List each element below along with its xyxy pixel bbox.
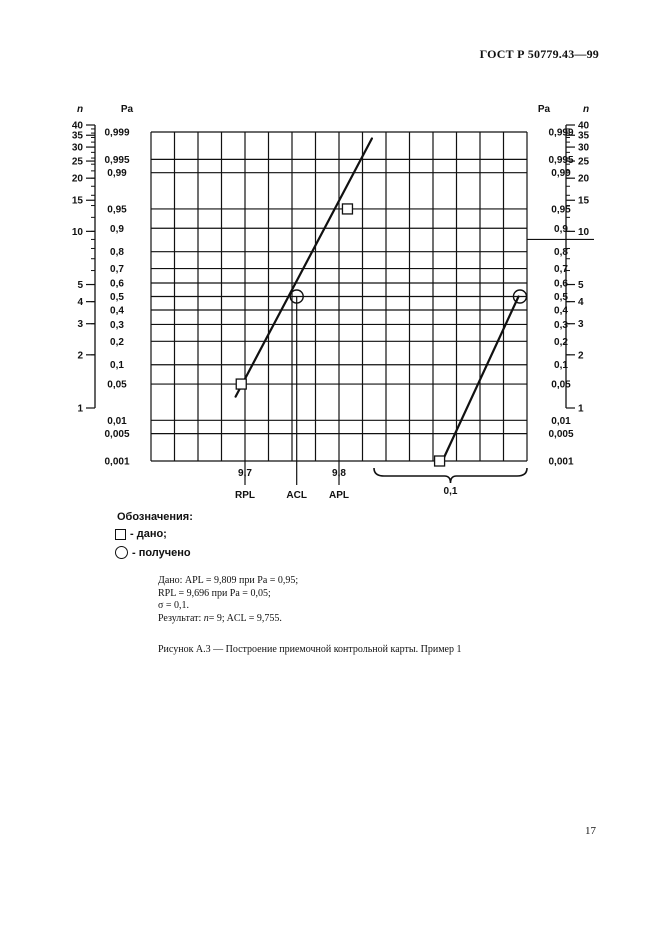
pa-tick-label-left: 0,005 [104,429,130,441]
pa-tick-label-left: 0,05 [107,379,127,391]
pa-tick-label-left: 0,001 [104,456,130,468]
x-tick-sublabel: RPL [235,490,255,501]
n-tick-label-left: 40 [71,120,83,132]
result-n: n [203,612,209,624]
series-line-1 [236,139,372,397]
n-tick-label-left: 10 [71,226,83,238]
n-axis-label-right: n [582,104,590,115]
circle-icon [115,546,128,559]
x-tick-label: 9,7 [238,468,252,479]
pa-tick-label-right: 0,2 [554,336,568,348]
pa-tick-label-right: 0,4 [554,305,568,317]
pa-tick-label-right: 0,7 [554,264,568,276]
pa-axis-label-left: Pa [120,104,134,115]
n-tick-label-left: 1 [77,403,83,415]
pa-tick-label-left: 0,01 [107,415,127,427]
pa-tick-label-left: 0,1 [110,360,124,372]
pa-tick-label-right: 0,6 [554,278,568,290]
n-tick-label-left: 30 [71,142,83,154]
pa-tick-label-left: 0,995 [104,154,130,166]
n-tick-label-left: 25 [71,156,83,168]
notes-line-2: RPL = 9,696 при Pa = 0,05; [158,587,271,599]
pa-tick-label-left: 0,95 [107,204,127,216]
given-point-marker [342,204,352,214]
n-axis-label-left: n [76,104,84,115]
chart-labels [72,104,590,501]
legend-obtained-label: - получено [132,546,191,559]
pa-tick-label-right: 0,3 [554,319,568,331]
n-tick-label-left: 4 [77,297,83,309]
figure-caption: Рисунок А.3 — Построение приемочной контрольной карты. Пример 1 [158,644,462,655]
legend-title: Обозначения: [117,511,193,523]
legend-obtained-row [115,546,191,559]
n-tick-label-right: 1 [578,403,584,415]
n-tick-label-left: 35 [71,130,83,142]
pa-tick-label-right: 0,9 [554,223,568,235]
document-header: ГОСТ Р 50779.43—99 [479,47,599,61]
legend-given-row [115,528,167,540]
n-tick-label-left: 20 [71,173,83,185]
pa-tick-label-right: 0,8 [554,247,568,259]
n-tick-label-right: 40 [578,120,590,132]
n-tick-label-right: 15 [578,195,590,207]
given-point-marker [236,379,246,389]
pa-tick-label-left: 0,9 [110,223,124,235]
n-tick-label-right: 5 [578,280,584,292]
pa-tick-label-left: 0,8 [110,247,124,259]
pa-tick-label-right: 0,001 [548,456,574,468]
n-tick-label-right: 25 [578,156,590,168]
pa-tick-label-right: 0,005 [548,429,574,441]
n-tick-label-left: 15 [71,195,83,207]
notes-line-1: Дано: APL = 9,809 при Pa = 0,95; [158,575,299,586]
pa-tick-label-right: 0,05 [551,379,571,391]
square-icon [115,529,126,540]
n-tick-label-right: 2 [578,350,584,362]
notes-line-3: σ = 0,1. [158,600,190,611]
notes-line-4 [158,613,298,626]
pa-tick-label-right: 0,5 [554,292,568,303]
pa-tick-label-left: 0,7 [110,264,124,276]
pa-tick-label-left: 0,4 [110,305,124,317]
pa-tick-label-right: 0,995 [548,154,574,166]
pa-tick-label-right: 0,99 [551,168,571,180]
x-tick-sublabel: APL [329,490,349,501]
n-tick-label-left: 3 [77,319,83,331]
pa-tick-label-left: 0,999 [104,127,130,139]
n-tick-label-left: 2 [77,350,83,362]
pa-tick-label-left: 0,99 [107,168,127,180]
n-tick-label-right: 30 [578,142,590,154]
pa-tick-label-left: 0,3 [110,319,124,331]
n-tick-label-left: 5 [77,280,83,292]
pa-tick-label-right: 0,01 [551,415,571,427]
legend-given-label: - дано; [130,528,167,540]
n-tick-label-right: 3 [578,319,584,331]
n-tick-label-right: 4 [578,297,584,309]
sigma-brace-label: 0,1 [443,486,458,497]
given-point-marker [435,456,445,466]
n-tick-label-right: 20 [578,173,590,185]
pa-axis-label-right: Pa [537,104,551,115]
result-rest: = 9; ACL = 9,755. [208,612,282,624]
sigma-brace [374,468,527,483]
pa-tick-label-left: 0,2 [110,336,124,348]
pa-tick-label-right: 0,1 [554,360,568,372]
pa-tick-label-right: 0,999 [548,127,574,139]
given-notes [158,575,298,625]
x-tick-sublabel: ACL [286,490,307,501]
n-tick-label-right: 35 [578,130,590,142]
result-prefix: Результат: [158,612,204,624]
chart-axes [86,125,594,485]
chart-series [236,139,519,461]
page-number: 17 [585,825,596,837]
pa-tick-label-left: 0,6 [110,278,124,290]
chart-markers [236,204,526,466]
chart-grid [151,132,527,461]
pa-tick-label-left: 0,5 [110,292,124,303]
x-tick-label: 9,8 [332,468,346,479]
pa-tick-label-right: 0,95 [551,204,571,216]
n-tick-label-right: 10 [578,226,590,238]
